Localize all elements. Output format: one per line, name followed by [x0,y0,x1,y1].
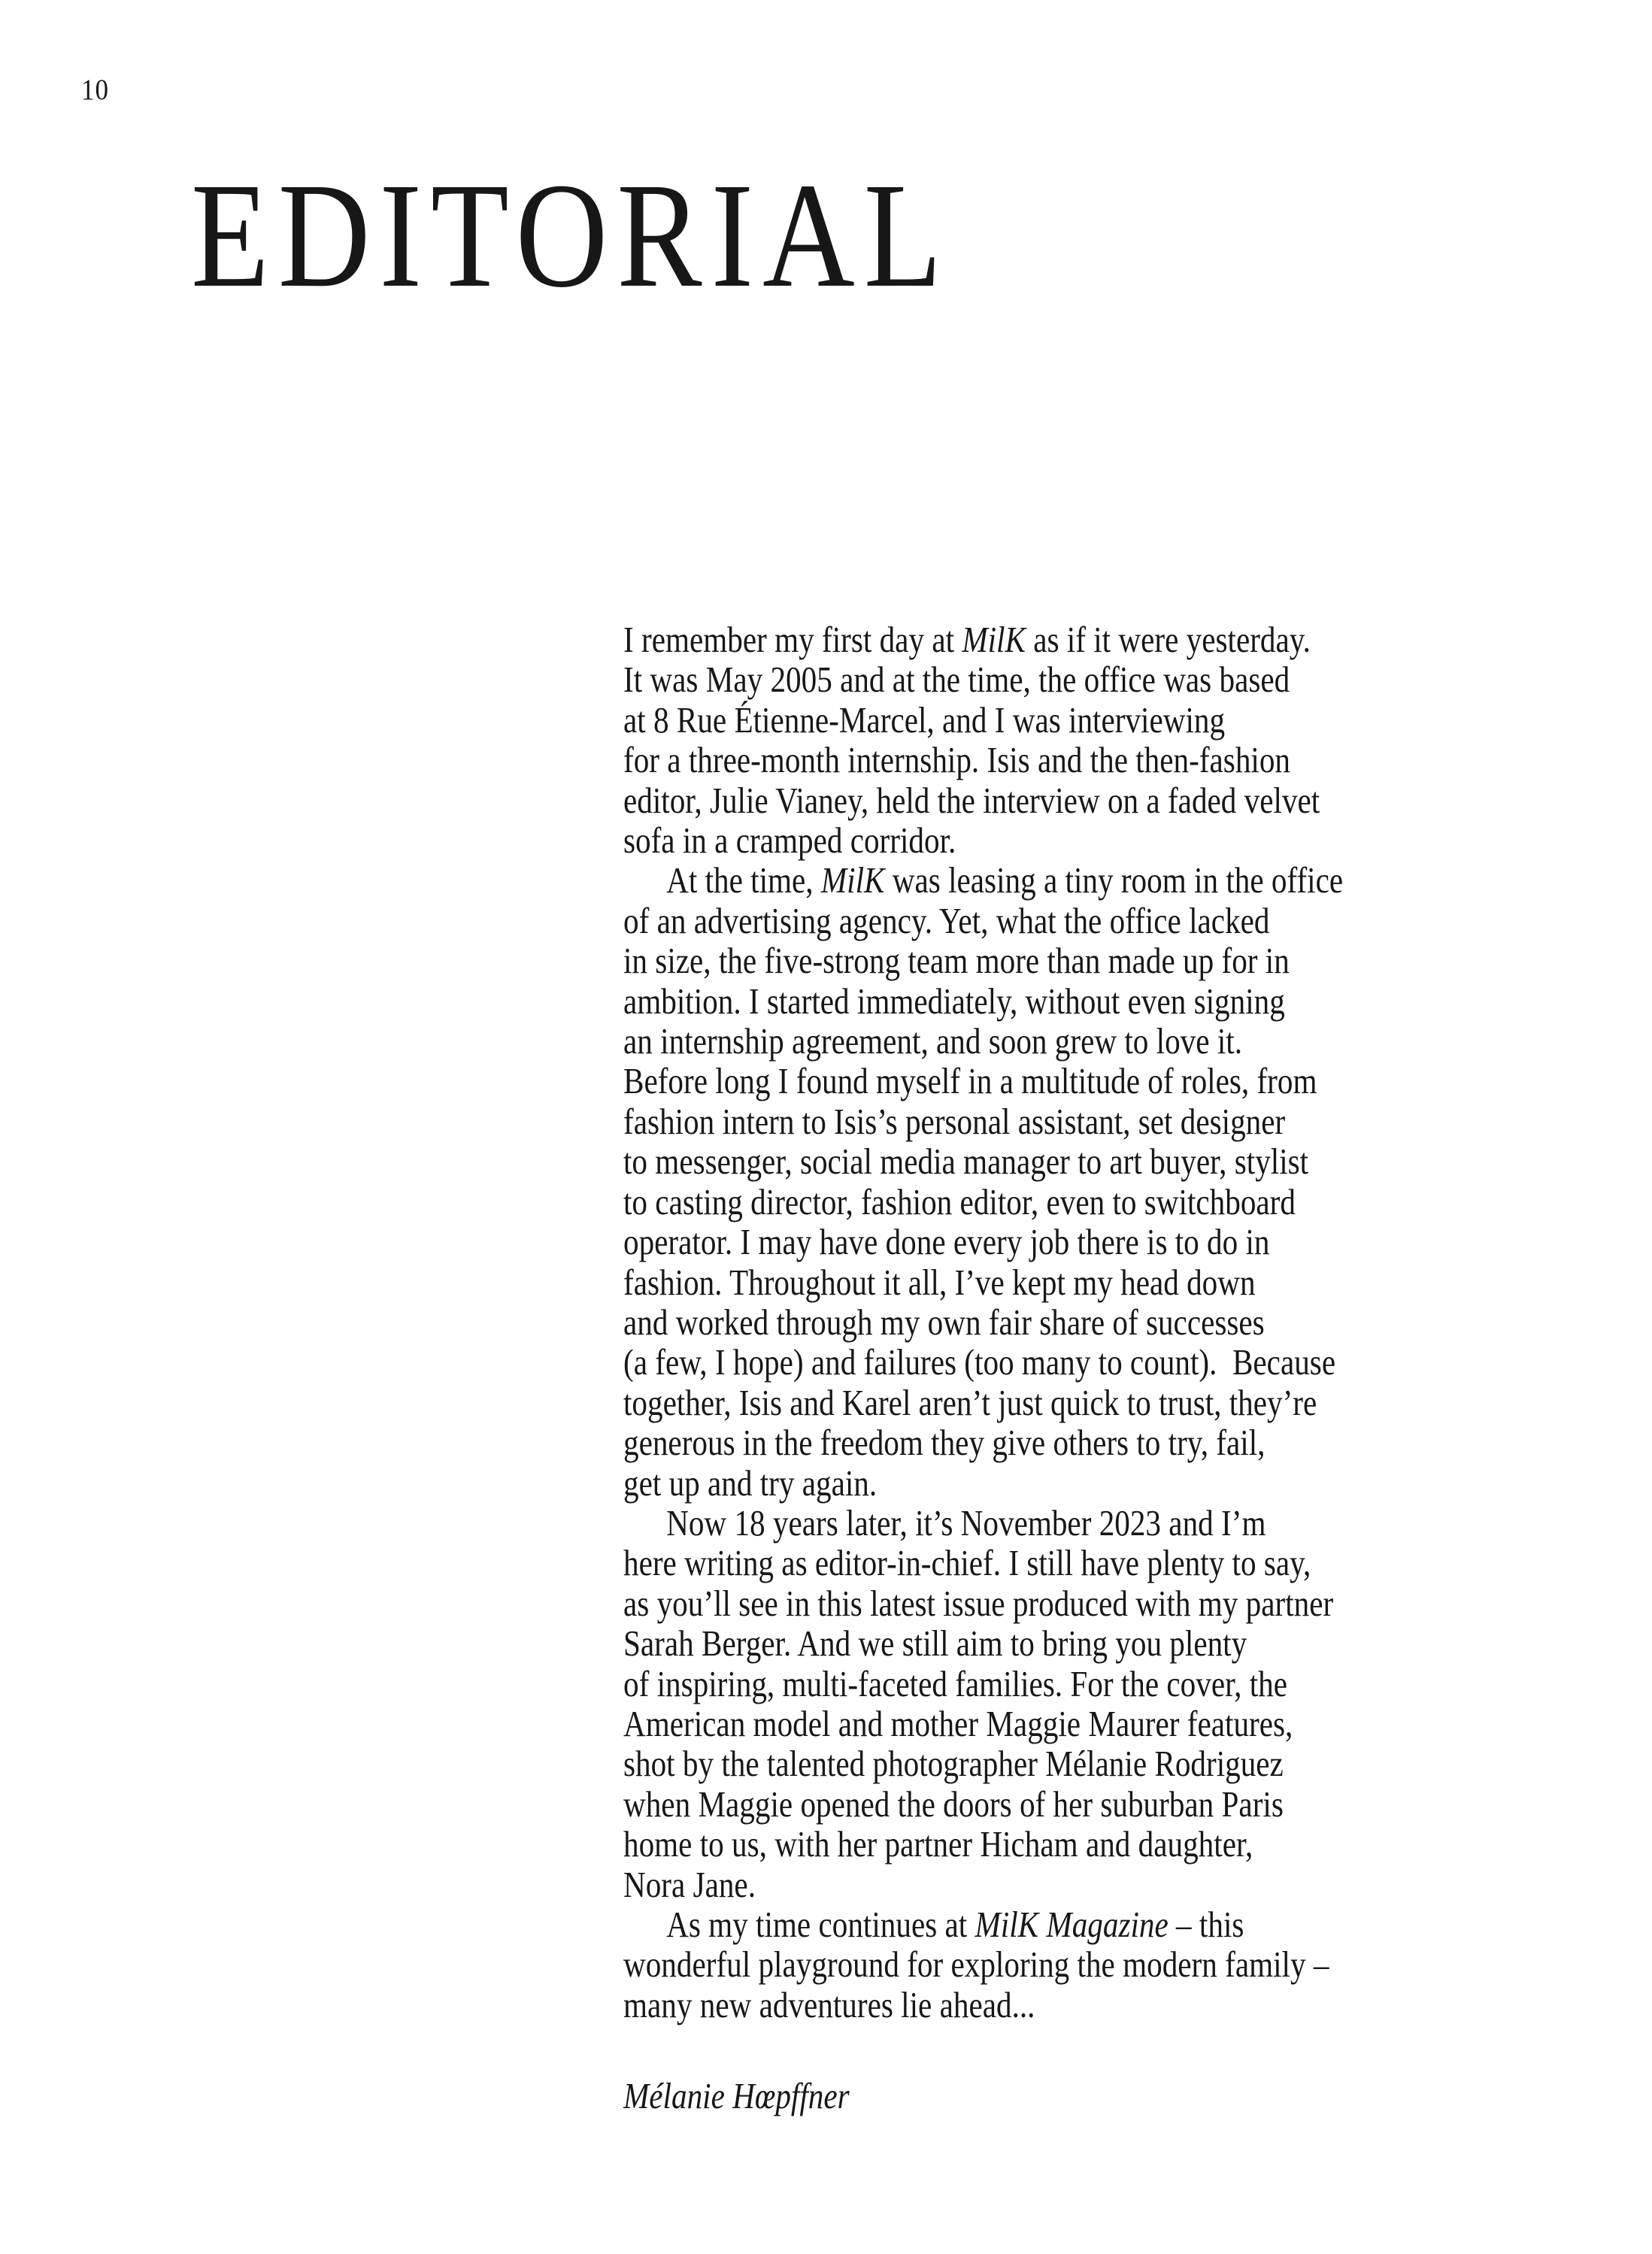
text-line: fashion. Throughout it all, I’ve kept my head down [623,1261,1256,1303]
text-line: I remember my first day at MilK as if it were yesterday. [623,619,1311,660]
text-line: At the time, MilK was leasing a tiny room in the office [666,859,1344,901]
page-title: EDITORIAL [191,153,951,319]
text-line: shot by the talented photographer Mélanie Rodriguez [623,1743,1284,1785]
text-line: As my time continues at MilK Magazine – this [666,1904,1244,1945]
text-line: home to us, with her partner Hicham and daughter, [623,1823,1253,1865]
text-line: to messenger, social media manager to art buyer, stylist [623,1141,1309,1183]
text-line: fashion intern to Isis’s personal assistant, set designer [623,1100,1286,1142]
text-line: get up and try again. [623,1462,878,1504]
author-signature: Mélanie Hœpffner [623,2075,850,2116]
italic-text: MilK Magazine [975,1904,1169,1945]
italic-text: MilK [962,619,1026,660]
text-line: ambition. I started immediately, without even signing [623,980,1285,1022]
text-line: when Maggie opened the doors of her suburban Paris [623,1783,1284,1825]
text-line: together, Isis and Karel aren’t just quick to trust, they’re [623,1381,1317,1423]
text-line: at 8 Rue Étienne-Marcel, and I was interviewing [623,698,1226,741]
text-line: American model and mother Maggie Maurer features, [623,1702,1293,1744]
text-line: in size, the five-strong team more than made up for in [623,940,1290,982]
italic-text: MilK [820,859,885,901]
text-line: (a few, I hope) and failures (too many to count). Because [623,1341,1336,1383]
text-line: Sarah Berger. And we still aim to bring you plenty [623,1622,1247,1665]
text-line: It was May 2005 and at the time, the office was based [623,659,1290,701]
text-line: many new adventures lie ahead... [623,1983,1035,2025]
text-line: an internship agreement, and soon grew to love it. [623,1020,1242,1062]
text-line: as you’ll see in this latest issue produced with my partner [623,1582,1334,1624]
text-line: of inspiring, multi-faceted families. For the cover, the [623,1662,1288,1704]
text-line: here writing as editor-in-chief. I still have plenty to say, [623,1542,1311,1584]
text-line: Nora Jane. [623,1863,756,1905]
text-line: wonderful playground for exploring the modern family – [623,1943,1329,1986]
text-line: Now 18 years later, it’s November 2023 and I’m [666,1501,1266,1544]
text-line: to casting director, fashion editor, even to switchboard [623,1180,1296,1222]
text-line: for a three-month internship. Isis and the then-fashion [623,739,1291,781]
article-body [623,620,1508,2025]
text-line: of an advertising agency. Yet, what the office lacked [623,899,1270,941]
text-line: operator. I may have done every job there is to do in [623,1221,1270,1263]
text-line: sofa in a cramped corridor. [623,819,956,862]
text-line: Before long I found myself in a multitude of roles, from [623,1060,1317,1102]
text-line: generous in the freedom they give others to try, fail, [623,1422,1266,1464]
text-line: editor, Julie Vianey, held the interview on a faded velvet [623,779,1320,821]
page-number: 10 [81,74,109,106]
text-line: and worked through my own fair share of successes [623,1301,1265,1343]
